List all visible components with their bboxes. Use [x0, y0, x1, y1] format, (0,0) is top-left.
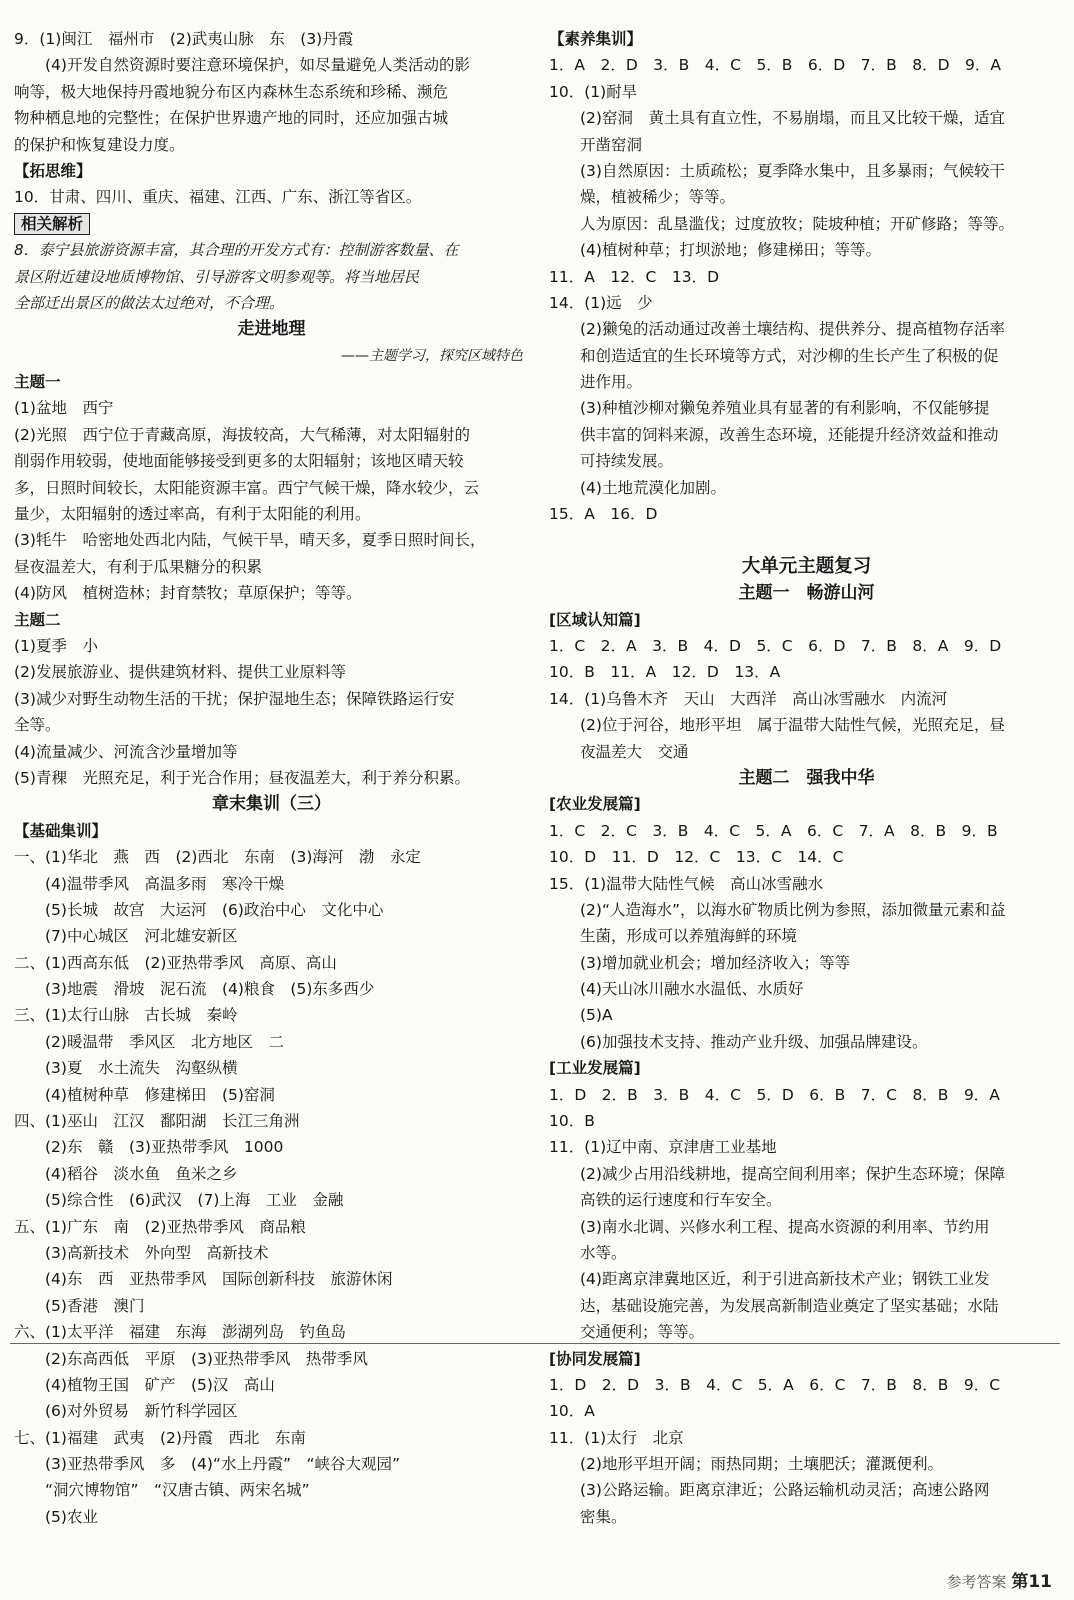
text-line: 一、(1)华北 燕 西 (2)西北 东南 (3)海河 渤 永定 [14, 848, 421, 867]
text-line: (2)“人造海水”，以海水矿物质比例为参照，添加微量元素和益 [580, 900, 1006, 919]
text-line: 1．D 2．B 3．B 4．C 5．D 6．B 7．C 8．B 9．A [549, 1085, 1000, 1104]
text-line: 五、(1)广东 南 (2)亚热带季风 商品粮 [14, 1217, 306, 1236]
text-line: 14．(1)远 少 [549, 293, 653, 312]
text-line: (2)暖温带 季风区 北方地区 二 [45, 1032, 284, 1051]
text-line: 11．(1)辽中南、京津唐工业基地 [549, 1138, 777, 1157]
text-line: 14．(1)乌鲁木齐 天山 大西洋 高山冰雪融水 内流河 [549, 689, 948, 708]
text-line: 全部迁出景区的做法太过绝对，不合理。 [14, 293, 285, 312]
text-line: 10．D 11．D 12．C 13．C 14．C [549, 848, 844, 867]
text-line: (6)加强技术支持、推动产业升级、加强品牌建设。 [580, 1032, 928, 1051]
text-line: 水等。 [580, 1243, 627, 1262]
text-line: (4)流量减少、河流含沙量增加等 [14, 742, 238, 761]
text-line: (2)发展旅游业、提供建筑材料、提供工业原料等 [14, 663, 346, 682]
text-line: (2)位于河谷，地形平坦 属于温带大陆性气候，光照充足，昼 [580, 716, 1005, 735]
text-line: (3)南水北调、兴修水利工程、提高水资源的利用率、节约用 [580, 1217, 990, 1236]
text-line: 多，日照时间较长，太阳能资源丰富。西宁气候干燥，降水较少，云 [14, 478, 480, 497]
page-number: 第11 [1011, 1572, 1052, 1592]
text-line: (3)公路运输。距离京津近；公路运输机动灵活；高速公路网 [580, 1481, 990, 1500]
related-analysis-box: 相关解析 [14, 213, 90, 235]
text-line: 夜温差大 交通 [580, 742, 689, 761]
section-header: 【基础集训】 [14, 821, 108, 840]
text-line: (2)地形平坦开阔；雨热同期；土壤肥沃；灌溉便利。 [580, 1455, 943, 1474]
text-line: (3)增加就业机会；增加经济收入；等等 [580, 953, 850, 972]
text-line: 1．D 2．D 3．B 4．C 5．A 6．C 7．B 8．B 9．C [549, 1375, 1001, 1394]
section-title: 主题二 强我中华 [738, 767, 875, 788]
text-line: (6)对外贸易 新竹科学园区 [45, 1402, 238, 1421]
text-line: (4)稻谷 淡水鱼 鱼米之乡 [45, 1164, 238, 1183]
text-line: 响等，极大地保持丹霞地貌分布区内森林生态系统和珍稀、濒危 [14, 82, 449, 101]
text-line: (2)东 赣 (3)亚热带季风 1000 [45, 1138, 284, 1157]
text-line: (5)综合性 (6)武汉 (7)上海 工业 金融 [45, 1191, 344, 1210]
text-line: (1)盆地 西宁 [14, 399, 114, 418]
text-line: 进作用。 [580, 373, 643, 392]
text-line: (3)夏 水土流失 沟壑纵横 [45, 1059, 238, 1078]
text-line: (2)光照 西宁位于青藏高原，海拔较高，大气稀薄，对太阳辐射的 [14, 425, 470, 444]
text-line: 昼夜温差大，有利于瓜果糖分的积累 [14, 557, 263, 576]
text-line: 三、(1)太行山脉 古长城 秦岭 [14, 1006, 238, 1025]
text-line: 10．甘肃、四川、重庆、福建、江西、广东、浙江等省区。 [14, 188, 422, 207]
section-header: 主题二 [14, 610, 61, 629]
text-line: 物种栖息地的完整性；在保护世界遗产地的同时，还应加强古城 [14, 109, 449, 128]
text-line: (5)A [580, 1006, 613, 1025]
text-line: 六、(1)太平洋 福建 东海 澎湖列岛 钓鱼岛 [14, 1323, 346, 1342]
section-header: 【素养集训】 [549, 30, 643, 48]
text-line [549, 527, 1064, 553]
text-line: 10．B [549, 1112, 595, 1131]
section-header: [区域认知篇] [549, 610, 641, 629]
text-line: (4)植物王国 矿产 (5)汉 高山 [45, 1375, 275, 1394]
text-line: 11．(1)太行 北京 [549, 1428, 684, 1447]
text-line: 15．(1)温带大陆性气候 高山冰雪融水 [549, 874, 824, 893]
page-footer [947, 1567, 1052, 1592]
text-line: (7)中心城区 河北雄安新区 [45, 927, 238, 946]
text-line: 10．(1)耐旱 [549, 82, 638, 101]
text-line: (1)夏季 小 [14, 636, 98, 655]
text-line: (3)牦牛 哈密地处西北内陆，气候干旱，晴天多，夏季日照时间长， [14, 531, 486, 550]
text-line: (4)天山冰川融水水温低、水质好 [580, 980, 804, 999]
text-line: (5)农业 [45, 1507, 98, 1526]
text-line: “洞穴博物馆” “汉唐古镇、两宋名城” [45, 1481, 310, 1500]
footer-label: 参考答案 [946, 1573, 1007, 1591]
text-line: (2)窑洞 黄土具有直立性，不易崩塌，而且又比较干燥，适宜 [580, 109, 1005, 128]
left-column [14, 26, 529, 1530]
text-line: (4)植树种草；打坝淤地；修建梯田；等等。 [580, 241, 881, 260]
text-line: 交通便利；等等。 [580, 1323, 705, 1342]
text-line: 二、(1)西高东低 (2)亚热带季风 高原、高山 [14, 953, 337, 972]
text-line: (2)减少占用沿线耕地，提高空间利用率；保护生态环境；保障 [580, 1164, 1005, 1183]
text-line: 密集。 [580, 1507, 627, 1526]
text-line: 四、(1)巫山 江汉 鄱阳湖 长江三角洲 [14, 1112, 300, 1131]
text-line: 燥，植被稀少；等等。 [580, 188, 736, 207]
section-header: [工业发展篇] [549, 1059, 641, 1078]
text-line: (4)东 西 亚热带季风 国际创新科技 旅游休闲 [45, 1270, 393, 1289]
text-line: (2)东高西低 平原 (3)亚热带季风 热带季风 [45, 1349, 368, 1368]
text-line: 削弱作用较弱，使地面能够接受到更多的太阳辐射；该地区晴天较 [14, 452, 464, 471]
page-divider-line [10, 1343, 1060, 1344]
section-header: [协同发展篇] [549, 1349, 641, 1368]
text-line: (4)植树种草 修建梯田 (5)窑洞 [45, 1085, 275, 1104]
text-line: 1．C 2．A 3．B 4．D 5．C 6．D 7．B 8．A 9．D [549, 636, 1002, 655]
text-line: 生菌，形成可以养殖海鲜的环境 [580, 927, 798, 946]
text-line: (3)高新技术 外向型 高新技术 [45, 1243, 269, 1262]
text-line: 高铁的运行速度和行车安全。 [580, 1191, 782, 1210]
section-header: [农业发展篇] [549, 795, 641, 814]
text-line: 七、(1)福建 武夷 (2)丹霞 西北 东南 [14, 1428, 306, 1447]
text-line: (3)种植沙柳对獭兔养殖业具有显著的有利影响，不仅能够提 [580, 399, 990, 418]
text-line: (4)温带季风 高温多雨 寒冷干燥 [45, 874, 284, 893]
text-line: 15．A 16．D [549, 505, 658, 524]
text-line: 量少，太阳辐射的透过率高，有利于太阳能的利用。 [14, 505, 371, 524]
section-title: 章末集训（三） [212, 794, 331, 815]
text-line: 10．B 11．A 12．D 13．A [549, 663, 781, 682]
text-line: (5)香港 澳门 [45, 1296, 145, 1315]
text-line: 9．(1)闽江 福州市 (2)武夷山脉 东 (3)丹霞 [14, 30, 354, 48]
text-line: 10．A [549, 1402, 595, 1421]
text-line: (5)长城 故宫 大运河 (6)政治中心 文化中心 [45, 900, 384, 919]
text-line: 11．A 12．C 13．D [549, 267, 720, 286]
text-line: (3)地震 滑坡 泥石流 (4)粮食 (5)东多西少 [45, 980, 375, 999]
text-line: 8．泰宁县旅游资源丰富，其合理的开发方式有：控制游客数量、在 [14, 241, 459, 260]
text-line: 和创造适宜的生长环境等方式，对沙柳的生长产生了积极的促 [580, 346, 999, 365]
text-line: (4)开发自然资源时要注意环境保护，如尽量避免人类活动的影 [45, 56, 470, 75]
text-line: (5)青稞 光照充足，利于光合作用；昼夜温差大，利于养分积累。 [14, 768, 470, 787]
text-line: 达，基础设施完善，为发展高新制造业奠定了坚实基础；水陆 [580, 1296, 999, 1315]
text-line: 人为原因：乱垦滥伐；过度放牧；陡坡种植；开矿修路；等等。 [580, 214, 1015, 233]
text-line: 开凿窑洞 [580, 135, 643, 154]
text-line: ——主题学习，探究区域特色 [341, 347, 523, 364]
right-column [549, 26, 1064, 1530]
text-line: 的保护和恢复建设力度。 [14, 135, 185, 154]
section-header: 【拓思维】 [14, 161, 92, 180]
text-line: (3)自然原因：土质疏松；夏季降水集中，且多暴雨；气候较干 [580, 161, 1005, 180]
text-line: (4)土地荒漠化加剧。 [580, 478, 726, 497]
section-header: 主题一 [14, 373, 61, 392]
text-line: (4)距离京津冀地区近，利于引进高新技术产业；钢铁工业发 [580, 1270, 990, 1289]
text-line: 1．C 2．C 3．B 4．C 5．A 6．C 7．A 8．B 9．B [549, 821, 998, 840]
text-line: 供丰富的饲料来源，改善生态环境，还能提升经济效益和推动 [580, 425, 999, 444]
section-title: 走进地理 [237, 319, 306, 340]
text-line: 全等。 [14, 716, 61, 735]
section-title: 大单元主题复习 [741, 555, 872, 577]
text-line: 景区附近建设地质博物馆、引导游客文明参观等。将当地居民 [14, 267, 420, 286]
text-line: 可持续发展。 [580, 452, 674, 471]
text-line: (3)亚热带季风 多 (4)“水上丹霞” “峡谷大观园” [45, 1455, 401, 1474]
text-line: (2)獭兔的活动通过改善土壤结构、提供养分、提高植物存活率 [580, 320, 1005, 339]
text-line: (4)防风 植树造林；封育禁牧；草原保护；等等。 [14, 584, 362, 603]
section-box-label [14, 211, 529, 237]
text-line: 1．A 2．D 3．B 4．C 5．B 6．D 7．B 8．D 9．A [549, 56, 1001, 75]
text-line: (3)减少对野生动物生活的干扰；保护湿地生态；保障铁路运行安 [14, 689, 455, 708]
section-title: 主题一 畅游山河 [738, 583, 875, 604]
